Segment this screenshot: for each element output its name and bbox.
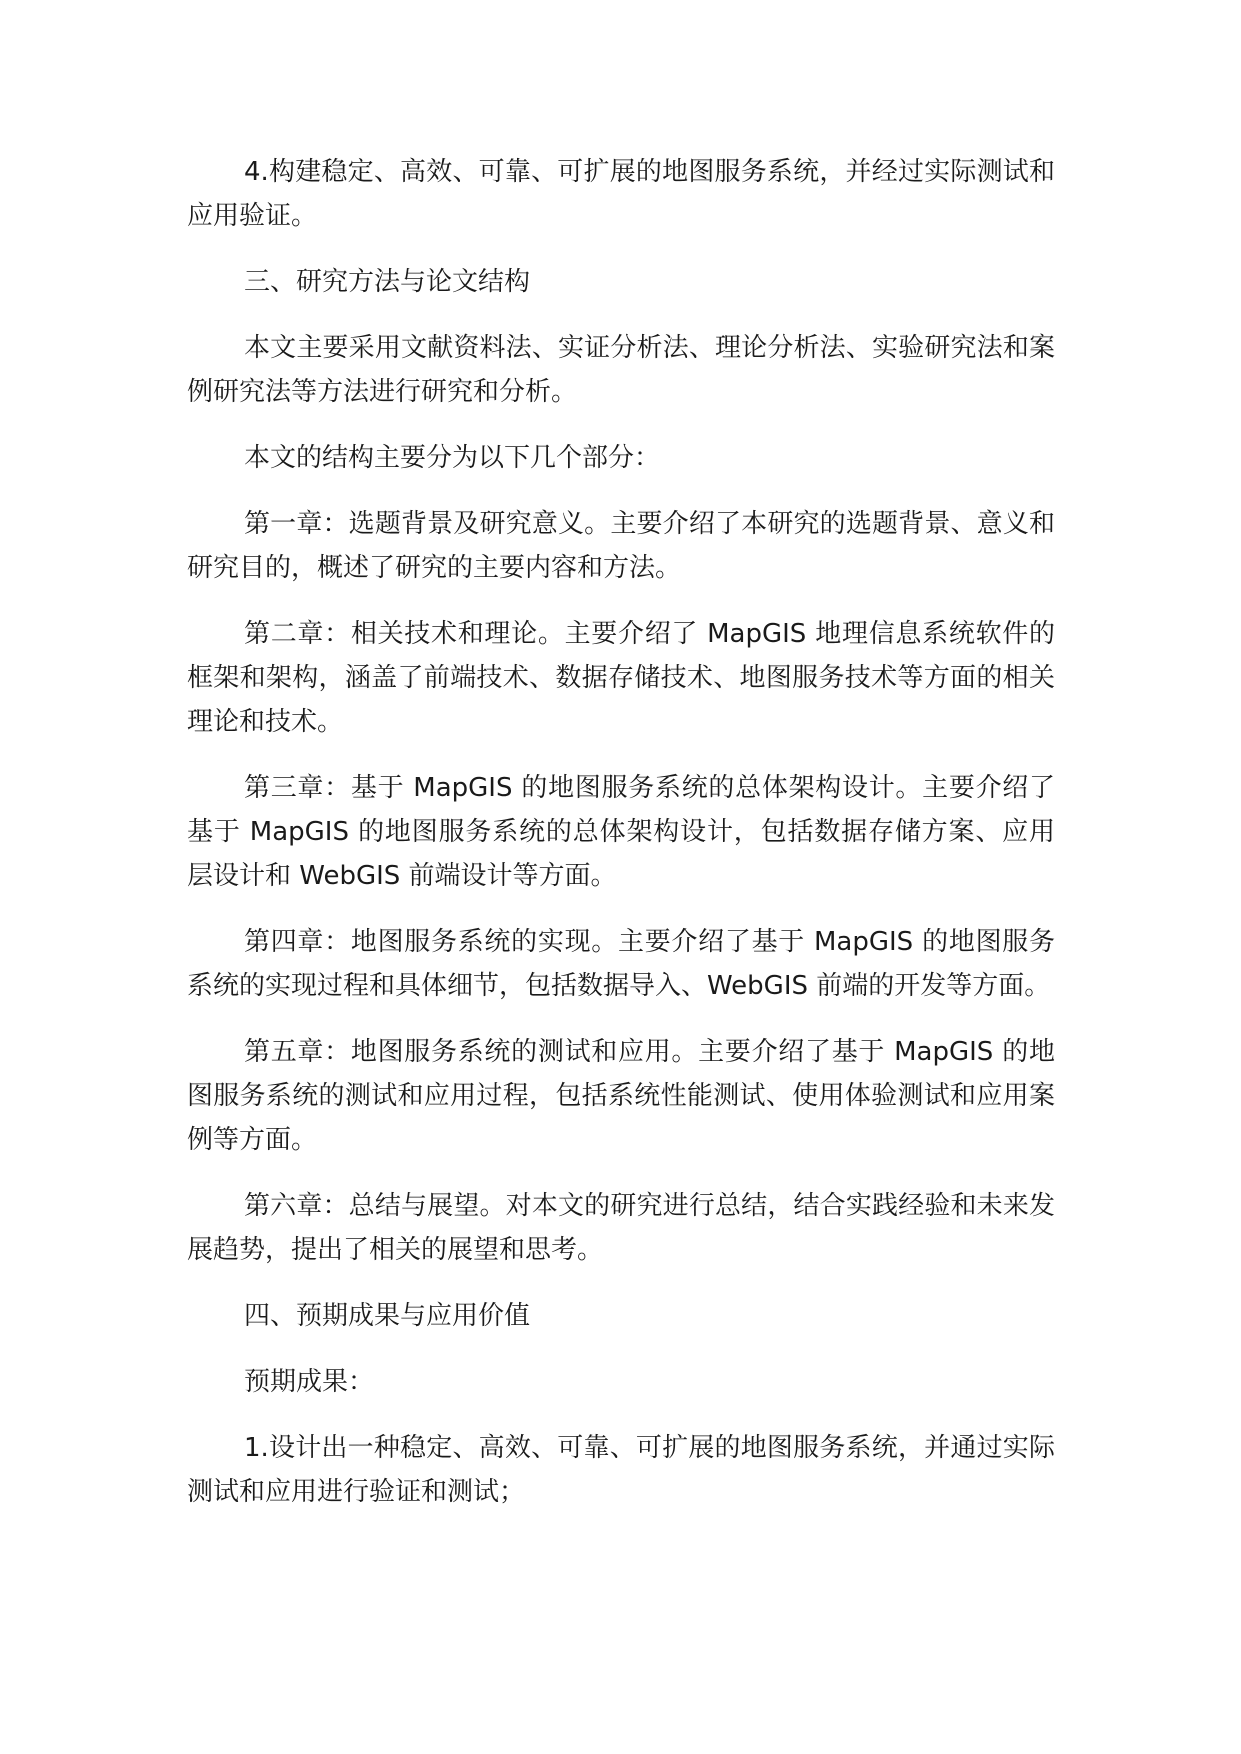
section-heading-methods: 三、研究方法与论文结构 [244,267,531,297]
paragraph-chapter-3: 第三章：基于 MapGIS 的地图服务系统的总体架构设计。主要介绍了基于 MapGIS 的地图服务系统的总体架构设计，包括数据存储方案、应用层设计和 WebGIS 前端设计等方面。 [187,773,1055,891]
paragraph-chapter-4: 第四章：地图服务系统的实现。主要介绍了基于 MapGIS 的地图服务系统的实现过程和具体细节，包括数据导入、WebGIS 前端的开发等方面。 [187,927,1055,1001]
paragraph-result-1: 1.设计出一种稳定、高效、可靠、可扩展的地图服务系统，并通过实际测试和应用进行验证和测试； [187,1433,1055,1507]
paragraph-chapter-5: 第五章：地图服务系统的测试和应用。主要介绍了基于 MapGIS 的地图服务系统的测试和应用过程，包括系统性能测试、使用体验测试和应用案例等方面。 [187,1037,1055,1155]
paragraph-methods: 本文主要采用文献资料法、实证分析法、理论分析法、实验研究法和案例研究法等方法进行研究和分析。 [187,333,1055,407]
section-heading-outcomes: 四、预期成果与应用价值 [244,1301,531,1331]
document-body [187,150,1055,1536]
paragraph-chapter-1: 第一章：选题背景及研究意义。主要介绍了本研究的选题背景、意义和研究目的，概述了研究的主要内容和方法。 [187,509,1055,583]
paragraph-goal-4: 4.构建稳定、高效、可靠、可扩展的地图服务系统，并经过实际测试和应用验证。 [187,157,1055,231]
paragraph-expected-results-label: 预期成果： [244,1367,375,1397]
paragraph-structure-intro: 本文的结构主要分为以下几个部分： [244,443,661,473]
paragraph-chapter-6: 第六章：总结与展望。对本文的研究进行总结，结合实践经验和未来发展趋势，提出了相关的展望和思考。 [187,1191,1055,1265]
paragraph-chapter-2: 第二章：相关技术和理论。主要介绍了 MapGIS 地理信息系统软件的框架和架构，涵盖了前端技术、数据存储技术、地图服务技术等方面的相关理论和技术。 [187,619,1055,737]
